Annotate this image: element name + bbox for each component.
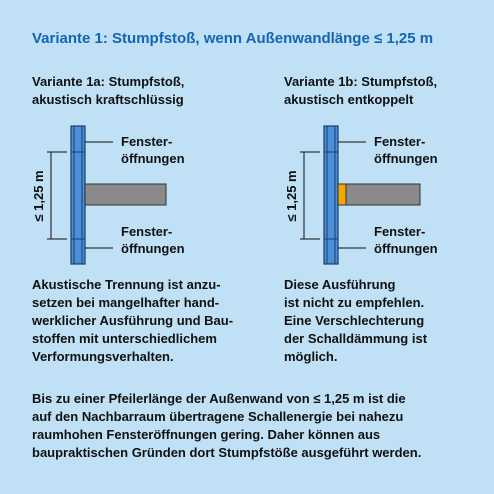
conclusion-line: Bis zu einer Pfeilerlänge der Außenwand von ≤ 1,25 m ist die: [32, 391, 406, 406]
page-title: Variante 1: Stumpfstoß, wenn Außenwandlänge ≤ 1,25 m: [32, 30, 434, 47]
conclusion-text: [32, 390, 421, 462]
conclusion-line: auf den Nachbarraum übertragene Schallenergie bei nahezu: [32, 409, 404, 424]
variant-a-text-line: stoffen mit unterschiedlichem: [32, 331, 217, 346]
variant-a-label-top-2: öffnungen: [121, 151, 185, 166]
variant-b-description: [284, 276, 427, 366]
variant-b-heading-line2: akustisch entkoppelt: [284, 92, 414, 107]
variant-b-dimension-label: ≤ 1,25 m: [284, 170, 299, 222]
variant-b-text-line: Diese Ausführung: [284, 277, 396, 292]
variant-b-text-line: der Schalldämmung ist: [284, 331, 428, 346]
variant-b-inner-wall: [346, 184, 420, 205]
variant-a-dimension-label: ≤ 1,25 m: [31, 170, 46, 222]
variant-a-drawing: [31, 126, 185, 264]
variant-a-heading-line2: akustisch kraftschlüssig: [32, 92, 184, 107]
conclusion-line: raumhohen Fensteröffnungen gering. Daher können aus: [32, 427, 381, 442]
variant-a-label-bottom-2: öffnungen: [121, 241, 185, 256]
variant-b-outer-wall: [324, 126, 338, 264]
variant-b-label-bottom-2: öffnungen: [374, 241, 438, 256]
variant-a-text-line: Verformungsverhalten.: [32, 349, 174, 364]
variant-b-label-top-1: Fenster-: [374, 134, 426, 149]
variant-b-drawing: [284, 126, 438, 264]
variant-b-text-line: ist nicht zu empfehlen.: [284, 295, 425, 310]
variant-a-label-top-1: Fenster-: [121, 134, 173, 149]
variant-a-text-line: setzen bei mangelhafter hand-: [32, 295, 220, 310]
variant-a-outer-wall: [71, 126, 85, 264]
variant-b-separation-layer: [338, 184, 346, 205]
variant-b-text-line: Eine Verschlechterung: [284, 313, 425, 328]
variant-a-text-line: werklicher Ausführung und Bau-: [32, 313, 234, 328]
conclusion-line: baupraktischen Gründen dort Stumpfstöße ausgeführt werden.: [32, 445, 422, 460]
variant-b-label-bottom-1: Fenster-: [374, 224, 426, 239]
variant-b-heading-line1: Variante 1b: Stumpfstoß,: [284, 74, 438, 89]
variant-b-label-top-2: öffnungen: [374, 151, 438, 166]
variant-a-text-line: Akustische Trennung ist anzu-: [32, 277, 221, 292]
variant-a-description: [32, 276, 233, 366]
variant-a-inner-wall: [85, 184, 166, 205]
variant-a-label-bottom-1: Fenster-: [121, 224, 173, 239]
variant-a-heading-line1: Variante 1a: Stumpfstoß,: [32, 74, 185, 89]
variant-b-text-line: möglich.: [284, 349, 338, 364]
